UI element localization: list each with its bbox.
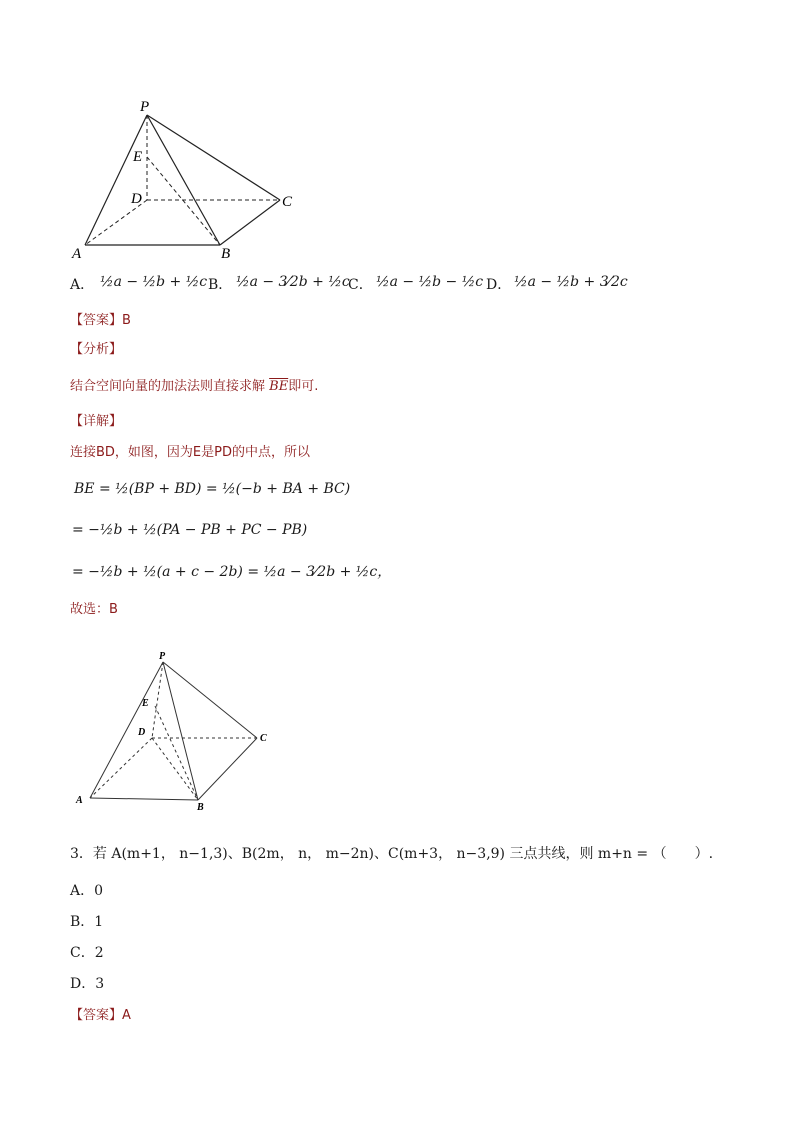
answer-3-tag: 【答案】 xyxy=(70,1008,123,1023)
detail-choose: 故选：B xyxy=(70,602,118,617)
analysis-tag: 【分析】 xyxy=(70,342,123,357)
answer-3 xyxy=(70,1006,131,1025)
option-b-expr: ½a − 3⁄2b + ½c xyxy=(236,274,350,290)
question-3-option-a: A．0 xyxy=(70,883,104,899)
label-A-2: A xyxy=(76,795,83,806)
label-P: P xyxy=(140,99,150,115)
label-B: B xyxy=(221,246,231,262)
answer-3-value: A xyxy=(122,1008,131,1023)
question-3-option-b: B．1 xyxy=(70,914,104,930)
option-a-expr: ½a − ½b + ½c xyxy=(100,274,208,290)
label-P-2: P xyxy=(159,651,166,662)
analysis-text-before: 结合空间向量的加法法则直接求解 xyxy=(70,379,270,394)
label-E-2: E xyxy=(142,698,149,709)
answer-value: B xyxy=(122,313,131,328)
option-c-label: C． xyxy=(348,277,373,293)
detail-line-4: = −½b + ½(a + c − 2b) = ½a − 3⁄2b + ½c， xyxy=(72,564,392,580)
label-D: D xyxy=(131,191,142,207)
label-C-2: C xyxy=(260,733,267,744)
question-3-stem: 3．若 A(m+1， n−1,3)、B(2m， n， m−2n)、C(m+3， n−3,9) 三点共线，则 m+n = （ ）. xyxy=(70,846,714,862)
question-3-option-d: D．3 xyxy=(70,976,105,992)
label-B-2: B xyxy=(197,802,204,813)
option-b-label: B． xyxy=(208,277,233,293)
answer-1 xyxy=(70,311,131,330)
label-D-2: D xyxy=(138,727,146,738)
detail-line-2: BE = ½(BP + BD) = ½(−b + BA + BC) xyxy=(74,481,351,497)
label-C: C xyxy=(282,194,293,210)
analysis-vector-be: $\overline{BE}$ xyxy=(269,379,289,394)
options-row xyxy=(70,272,670,296)
pyramid-figure-1 xyxy=(60,95,310,265)
label-A: A xyxy=(72,246,82,262)
answer-tag: 【答案】 xyxy=(70,313,123,328)
option-d-label: D． xyxy=(486,277,512,293)
option-a-label: A． xyxy=(70,277,95,293)
label-E: E xyxy=(133,149,143,165)
option-c-expr: ½a − ½b − ½c xyxy=(376,274,484,290)
detail-tag: 【详解】 xyxy=(70,414,123,429)
detail-line-3: = −½b + ½(PA − PB + PC − PB) xyxy=(72,522,308,538)
analysis-text-after: 即可. xyxy=(288,379,319,394)
detail-line-1: 连接BD，如图，因为E是PD的中点，所以 xyxy=(70,445,310,460)
analysis-text xyxy=(70,378,318,396)
pyramid-figure-2 xyxy=(70,648,280,818)
question-3-option-c: C．2 xyxy=(70,945,104,961)
option-d-expr: ½a − ½b + 3⁄2c xyxy=(514,274,628,290)
